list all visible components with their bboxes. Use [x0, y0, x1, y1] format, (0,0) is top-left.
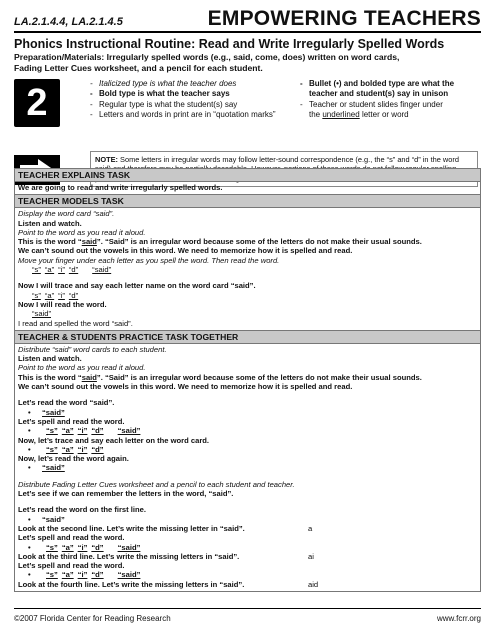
- copyright: ©2007 Florida Center for Reading Research: [14, 614, 171, 623]
- header-rule: [14, 31, 481, 33]
- footer: [14, 614, 481, 623]
- note-box: NOTE: Some letters in irregular words may follow letter-sound correspondence (e.g., the “s” and “d” in the word: [90, 151, 478, 187]
- spelling-row: “s” “a” “i” “d”: [32, 290, 79, 300]
- standard-codes: LA.2.1.4.4, LA.2.1.4.5: [14, 16, 123, 28]
- worksheet-answer: ai: [308, 551, 314, 561]
- website-link[interactable]: www.fcrr.org: [436, 614, 481, 623]
- legend-item: - Letters and words in print are in “quotation marks”: [90, 109, 276, 119]
- legend-item: the underlined letter or word: [309, 109, 409, 119]
- section-heading-explains: TEACHER EXPLAINS TASK: [15, 169, 480, 182]
- legend-item: - Bullet (•) and bolded type are what the: [300, 79, 455, 88]
- section-heading-models: TEACHER MODELS TASK: [15, 195, 480, 208]
- page-header: [14, 8, 481, 191]
- legend-right: [300, 79, 480, 120]
- routine-table: [14, 168, 481, 592]
- legend-item: - Bold type is what the teacher says: [90, 89, 230, 99]
- header-row: [14, 8, 481, 30]
- legend-item: - Teacher or student slides finger under: [300, 99, 443, 109]
- legend-item: teacher and student(s) say in unison: [309, 89, 449, 99]
- worksheet-answer: a: [308, 523, 313, 533]
- legend-left: [90, 79, 290, 120]
- spelling-row: • “s” “a” “i” “d”: [28, 444, 104, 454]
- legend-item: - Regular type is what the student(s) say: [90, 99, 238, 109]
- section-heading-practice: TEACHER & STUDENTS PRACTICE TASK TOGETHER: [15, 331, 480, 344]
- spelling-row: • “s” “a” “i” “d” “said”: [28, 426, 141, 436]
- spelling-row: • “s” “a” “i” “d” “said”: [28, 570, 141, 580]
- footer-rule: [14, 608, 481, 609]
- page-title: Phonics Instructional Routine: Read and Write Irregularly Spelled Words: [14, 37, 445, 51]
- legend: [14, 79, 481, 151]
- brand-title: EMPOWERING TEACHERS: [207, 7, 481, 30]
- spelling-row: • “s” “a” “i” “d” “said”: [28, 542, 141, 552]
- worksheet-answer: aid: [308, 579, 319, 589]
- step-number-badge: 2: [14, 79, 60, 127]
- legend-item: - Italicized type is what the teacher does: [90, 79, 237, 88]
- spelling-row: “s” “a” “i” “d” “said”: [32, 265, 112, 275]
- section-body-practice: Distribute “said” word cards to each student. Listen and watch. Point to the word as you read it aloud. This is the word “said”. “Said” is an irregular word because some of the letters do not make their usual sounds. We can’t sound out the vowels in this word. We need to memorize how it is spelled and read. Let’s read the word “said”. • “said” Let’s spell and read the word. • “s” “a” “i” “d” “said” Now, let’s trace and say each letter on the word card. • “s” “a” “i” “d” Now, let’s read the word again. • “said” Distribute Fading Letter Cues worksheet and a pencil to each student and teacher. Let’s see if we can remember the letters in the word, “said”. Let’s read the word on the first line. • “said” Look at the second line. Let’s write the missing letter in “said”. a Let’s spell and read the word. • “s” “a” “i” “d” “said” Look at the third line. Let’s write the missing letters in “said”. ai Let’s spell and read the word. • “s” “a” “i” “d” “said” Look at the fourth line. Let’s write the missing letters in “said”. aid: [15, 344, 480, 591]
- section-body-explains: We are going to read and write irregularly spelled words.: [15, 182, 480, 195]
- section-body-models: Display the word card “said”. Listen and watch. Point to the word as you read it aloud. This is the word “said”. “Said” is an irregular word because some of the letters do not make their usual sounds. We can’t sound out the vowels in this word. We need to memorize how it is spelled and read. Move your finger under each letter as you spell the word. Then read the word. “s” “a” “i” “d” “said” Now I will trace and say each letter name on the word card “said”. “s” “a” “i” “d” Now I will read the word. “said” I read and spelled the word “said”.: [15, 208, 480, 331]
- prep-materials: Preparation/Materials: Irregularly spelled words (e.g., said, come, does) written on word cards, Fading Letter Cues worksheet, and a pencil for each student.: [14, 52, 400, 73]
